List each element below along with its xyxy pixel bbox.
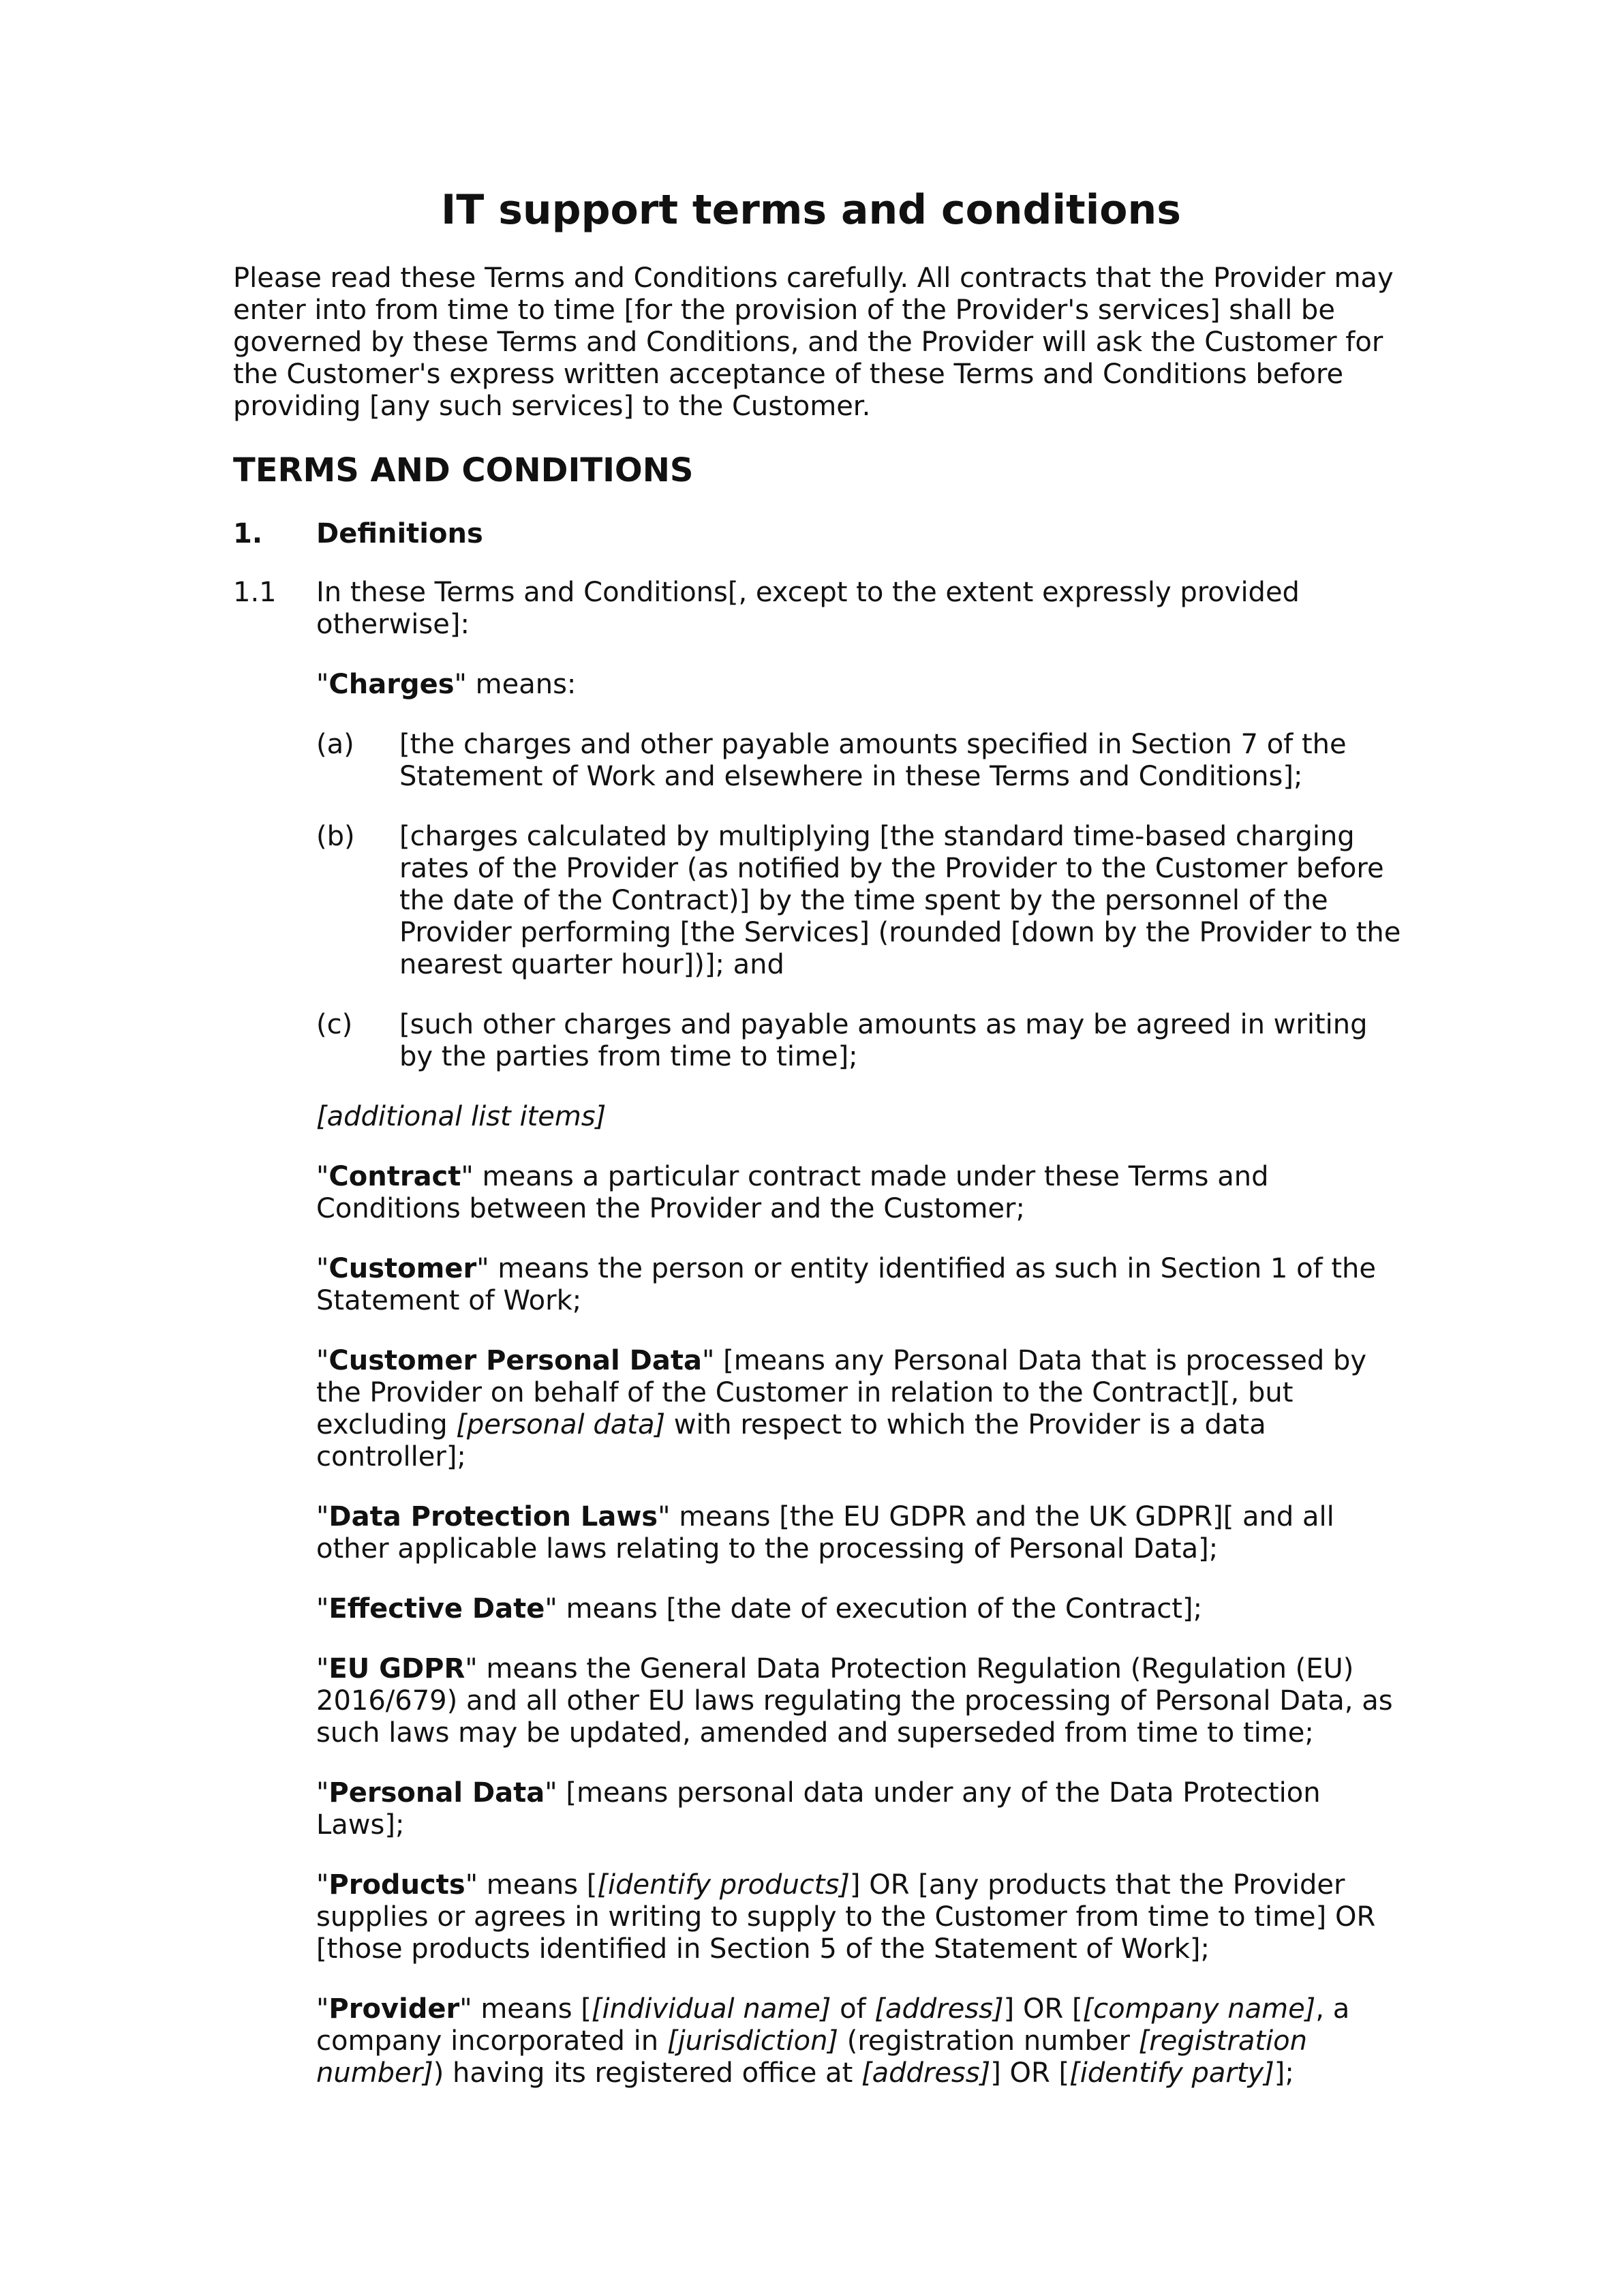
quote-mark: " bbox=[316, 1869, 329, 1901]
quote-mark: " bbox=[316, 1593, 329, 1625]
definition-text: , a company incorporated in bbox=[316, 1993, 1350, 2057]
definition-provider bbox=[316, 1993, 1407, 2089]
list-item-label: (c) bbox=[316, 1009, 353, 1040]
defined-term: Contract bbox=[328, 1161, 461, 1192]
definition-text: " [means personal data under any of the Data Protection Laws]; bbox=[316, 1777, 1321, 1841]
definitions-body bbox=[316, 577, 1407, 2117]
list-item bbox=[316, 821, 1407, 981]
defined-term: Charges bbox=[328, 669, 455, 700]
quote-mark: " bbox=[316, 1161, 329, 1192]
definition-eu-gdpr bbox=[316, 1653, 1407, 1749]
definition-charges bbox=[316, 669, 1407, 701]
placeholder-text: [individual name] bbox=[591, 1993, 831, 2025]
definition-data-protection-laws bbox=[316, 1501, 1407, 1565]
intro-paragraph: Please read these Terms and Conditions carefully. All contracts that the Provider may enter into from time to time [for the provision of the Provider's services] shall be governed by these Terms and Conditions, and the Provider will ask the Customer for the Customer's express written acceptance of these Terms and Conditions before providing [any such services] to the Customer. bbox=[233, 262, 1394, 422]
definition-text: " means [the date of execution of the Contract]; bbox=[545, 1593, 1203, 1625]
section-title: Definitions bbox=[316, 518, 483, 549]
definition-text: " means [ bbox=[465, 1869, 598, 1901]
placeholder-text: [company name] bbox=[1082, 1993, 1316, 2025]
list-item-label: (b) bbox=[316, 821, 355, 852]
defined-term: Products bbox=[328, 1869, 465, 1901]
definition-text: " [means any Personal Data that is processed by the Provider on behalf of the Customer in relation to the Contract][, but excluding bbox=[316, 1345, 1367, 1440]
defined-term: Effective Date bbox=[328, 1593, 545, 1625]
quote-mark: " bbox=[316, 1253, 329, 1284]
definition-text: ) having its registered office at bbox=[433, 2057, 861, 2089]
definition-text: ]; bbox=[1274, 2057, 1294, 2089]
placeholder-text: [jurisdiction] bbox=[667, 2025, 839, 2057]
placeholder-text: [address] bbox=[874, 1993, 1004, 2025]
defined-term: Customer bbox=[328, 1253, 477, 1284]
definition-customer bbox=[316, 1253, 1407, 1317]
defined-term: Personal Data bbox=[328, 1777, 545, 1809]
clause-number: 1.1 bbox=[233, 577, 277, 608]
additional-list-items bbox=[316, 1101, 1407, 1133]
quote-mark: " bbox=[316, 1653, 329, 1685]
definition-text: " means the person or entity identified as such in Section 1 of the Statement of Work; bbox=[316, 1253, 1377, 1316]
placeholder-text: [identify party] bbox=[1069, 2057, 1274, 2089]
document-title: IT support terms and conditions bbox=[441, 186, 1181, 234]
placeholder-text: [address] bbox=[861, 2057, 991, 2089]
defined-term: EU GDPR bbox=[328, 1653, 465, 1685]
placeholder-text: [identify products] bbox=[597, 1869, 850, 1901]
list-item-text: [charges calculated by multiplying [the standard time-based charging rates of the Provider (as notified by the Provider to the Customer before the date of the Contract)] by the time spent by the personnel of the Provider performing [the Services] (rounded [down by the Provider to the nearest quarter hour])]; and bbox=[399, 821, 1401, 980]
definition-effective-date bbox=[316, 1593, 1407, 1625]
definition-text: with respect to which the Provider is a data controller]; bbox=[316, 1409, 1266, 1472]
placeholder-text: [personal data] bbox=[456, 1409, 666, 1440]
definition-text: " means a particular contract made under these Terms and Conditions between the Provider and the Customer; bbox=[316, 1161, 1269, 1224]
quote-mark: " bbox=[316, 669, 329, 700]
definition-text: ] OR [ bbox=[1003, 1993, 1083, 2025]
defined-term: Customer Personal Data bbox=[328, 1345, 702, 1376]
clause-text: In these Terms and Conditions[, except to the extent expressly provided otherwise]: bbox=[316, 577, 1300, 640]
list-item bbox=[316, 1009, 1407, 1073]
quote-mark: " bbox=[316, 1777, 329, 1809]
placeholder-text: [additional list items] bbox=[316, 1101, 607, 1132]
defined-term: Data Protection Laws bbox=[328, 1501, 658, 1532]
placeholder-text: [registration number] bbox=[316, 2025, 1307, 2089]
definition-text: of bbox=[831, 1993, 875, 2025]
list-item-text: [the charges and other payable amounts specified in Section 7 of the Statement of Work and elsewhere in these Terms and Conditions]; bbox=[399, 729, 1347, 792]
definition-personal-data bbox=[316, 1777, 1407, 1841]
definition-text: " means: bbox=[454, 669, 577, 700]
defined-term: Provider bbox=[328, 1993, 460, 2025]
list-item-text: [such other charges and payable amounts as may be agreed in writing by the parties from time to time]; bbox=[399, 1009, 1368, 1072]
definition-text: " means [the EU GDPR and the UK GDPR][ and all other applicable laws relating to the processing of Personal Data]; bbox=[316, 1501, 1334, 1565]
quote-mark: " bbox=[316, 1345, 329, 1376]
definition-contract bbox=[316, 1161, 1407, 1225]
quote-mark: " bbox=[316, 1993, 329, 2025]
definition-products bbox=[316, 1869, 1407, 1965]
definition-text: " means [ bbox=[459, 1993, 592, 2025]
definition-customer-personal-data bbox=[316, 1345, 1407, 1473]
definition-text: ] OR [ bbox=[990, 2057, 1070, 2089]
section-number: 1. bbox=[233, 518, 263, 549]
list-item-label: (a) bbox=[316, 729, 354, 760]
definition-text: ] OR [any products that the Provider supplies or agrees in writing to supply to the Customer from time to time] OR [those products identified in Section 5 of the Statement of Work]; bbox=[316, 1869, 1376, 1965]
definition-text: " means the General Data Protection Regulation (Regulation (EU) 2016/679) and all other EU laws regulating the processing of Personal Data, as such laws may be updated, amended and superseded from time to time; bbox=[316, 1653, 1393, 1749]
definition-text: (registration number bbox=[838, 2025, 1139, 2057]
list-item bbox=[316, 729, 1407, 793]
quote-mark: " bbox=[316, 1501, 329, 1532]
section-heading: TERMS AND CONDITIONS bbox=[233, 451, 694, 489]
